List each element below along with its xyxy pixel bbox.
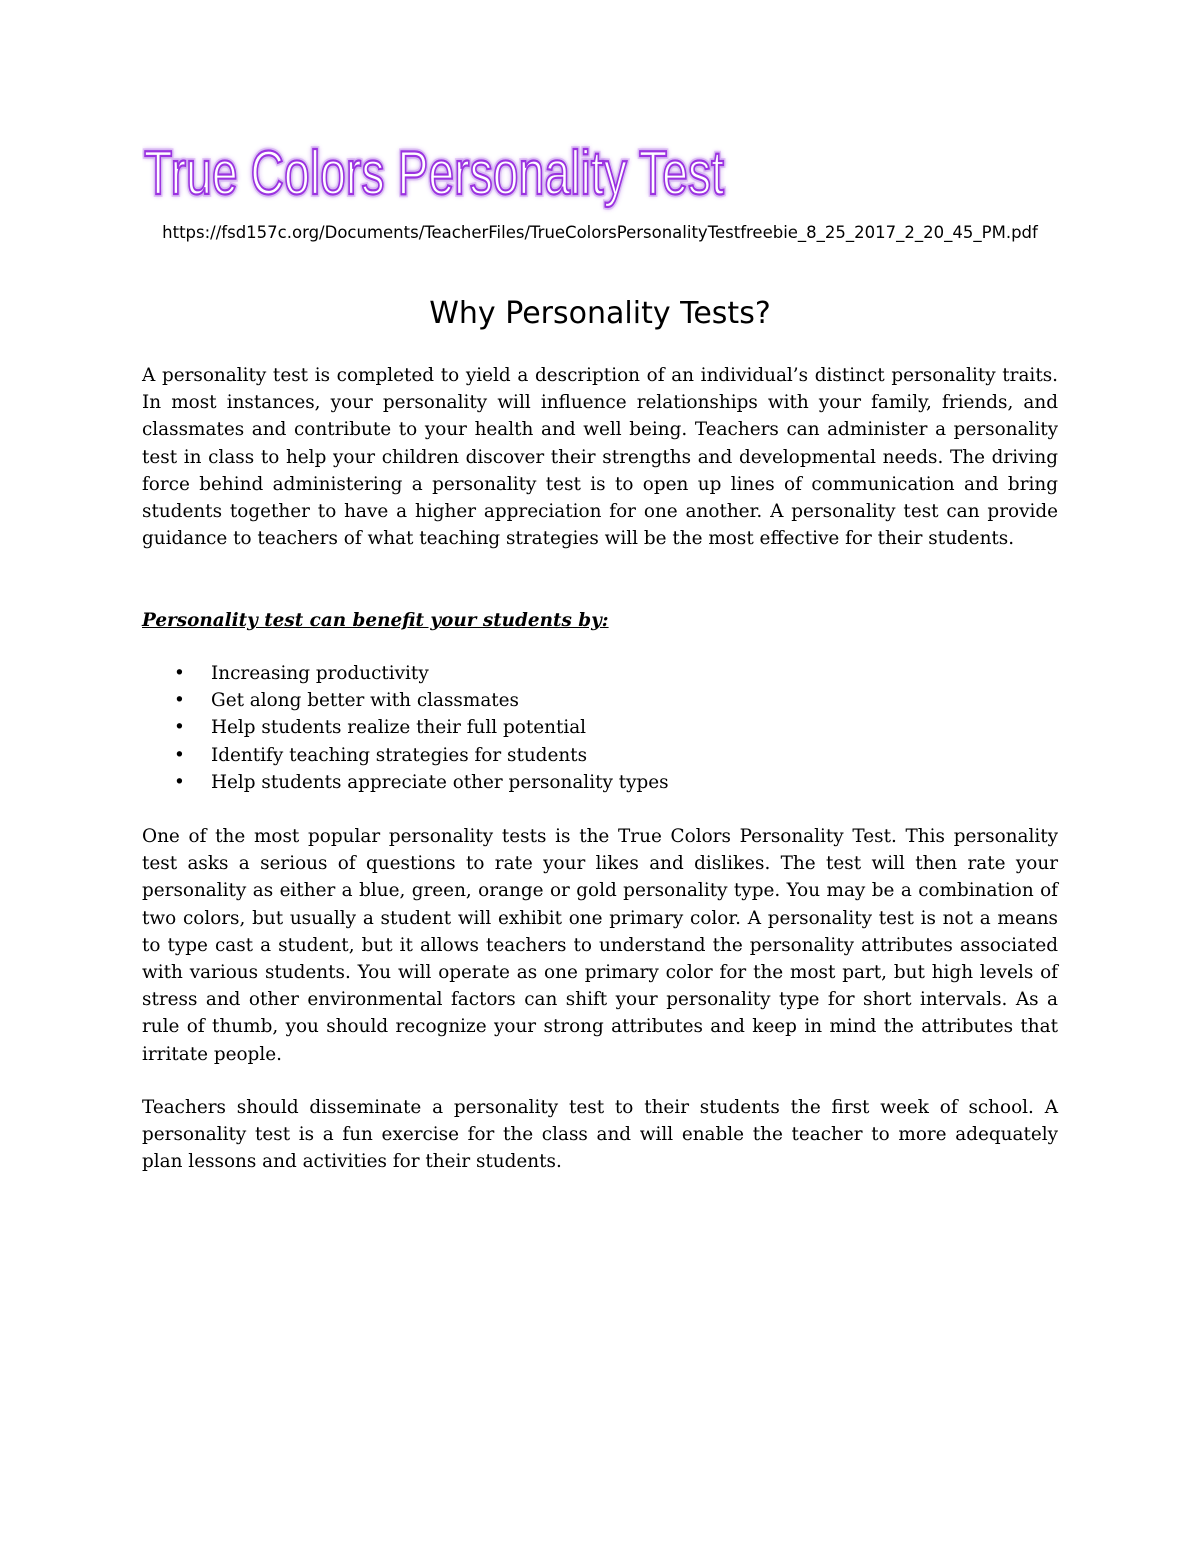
list-item-text: Help students appreciate other personality types [211,771,669,793]
benefits-heading: Personality test can benefit your students by: [142,610,609,631]
list-item [142,687,1058,714]
list-item-text: Increasing productivity [211,663,429,684]
list-item [142,660,1058,687]
bullet-icon: • [174,744,185,766]
list-item-text: Identify teaching strategies for students [211,744,588,766]
list-item-text: Help students realize their full potential [211,717,587,739]
source-url: https://fsd157c.org/Documents/TeacherFiles/TrueColorsPersonalityTestfreebie_8_25_2017_2_20_45_PM.pdf [162,223,1038,242]
word-art-title [142,130,782,220]
list-item [142,769,1058,796]
benefit-list [142,660,1058,796]
bullet-icon: • [174,771,185,793]
list-item-text: Get along better with classmates [211,690,519,712]
bullet-icon: • [174,663,185,684]
closing-paragraph: Teachers should disseminate a personality test to their students the first week of school. A personality test is a fun exercise for the class and will enable the teacher to more adequately plan lessons and activities for their students. [142,1097,1058,1173]
section-heading: Why Personality Tests? [429,296,771,331]
bullet-icon: • [174,690,185,712]
true-colors-paragraph: One of the most popular personality tests is the True Colors Personality Test. This personality test asks a serious of questions to rate your likes and dislikes. The test will then rate your personality as either a blue, green, orange or gold personality type. You may be a combination of two colors, but usually a student will exhibit one primary color. A personality test is not a means to type cast a student, but it allows teachers to understand the personality attributes associated with various students. You will operate as one primary color for the most part, but high levels of stress and other environmental factors can shift your personality type for short intervals. As a rule of thumb, you should recognize your strong attributes and keep in mind the attributes that irritate people. [142,826,1058,1065]
list-item [142,714,1058,741]
title-glow: True Colors Personality Test [144,139,724,208]
page-title: True Colors Personality Test [144,139,724,208]
intro-paragraph: A personality test is completed to yield a description of an individual’s distinct personality traits. In most instances, your personality will influence relationships with your family, friends, and classmates and contribute to your health and well being. Teachers can administer a personality test in class to help your children discover their strengths and developmental needs. The driving force behind administering a personality test is to open up lines of communication and bring students together to have a higher appreciation for one another. A personality test can provide guidance to teachers of what teaching strategies will be the most effective for their students. [142,365,1058,550]
bullet-icon: • [174,717,185,739]
list-item [142,742,1058,769]
